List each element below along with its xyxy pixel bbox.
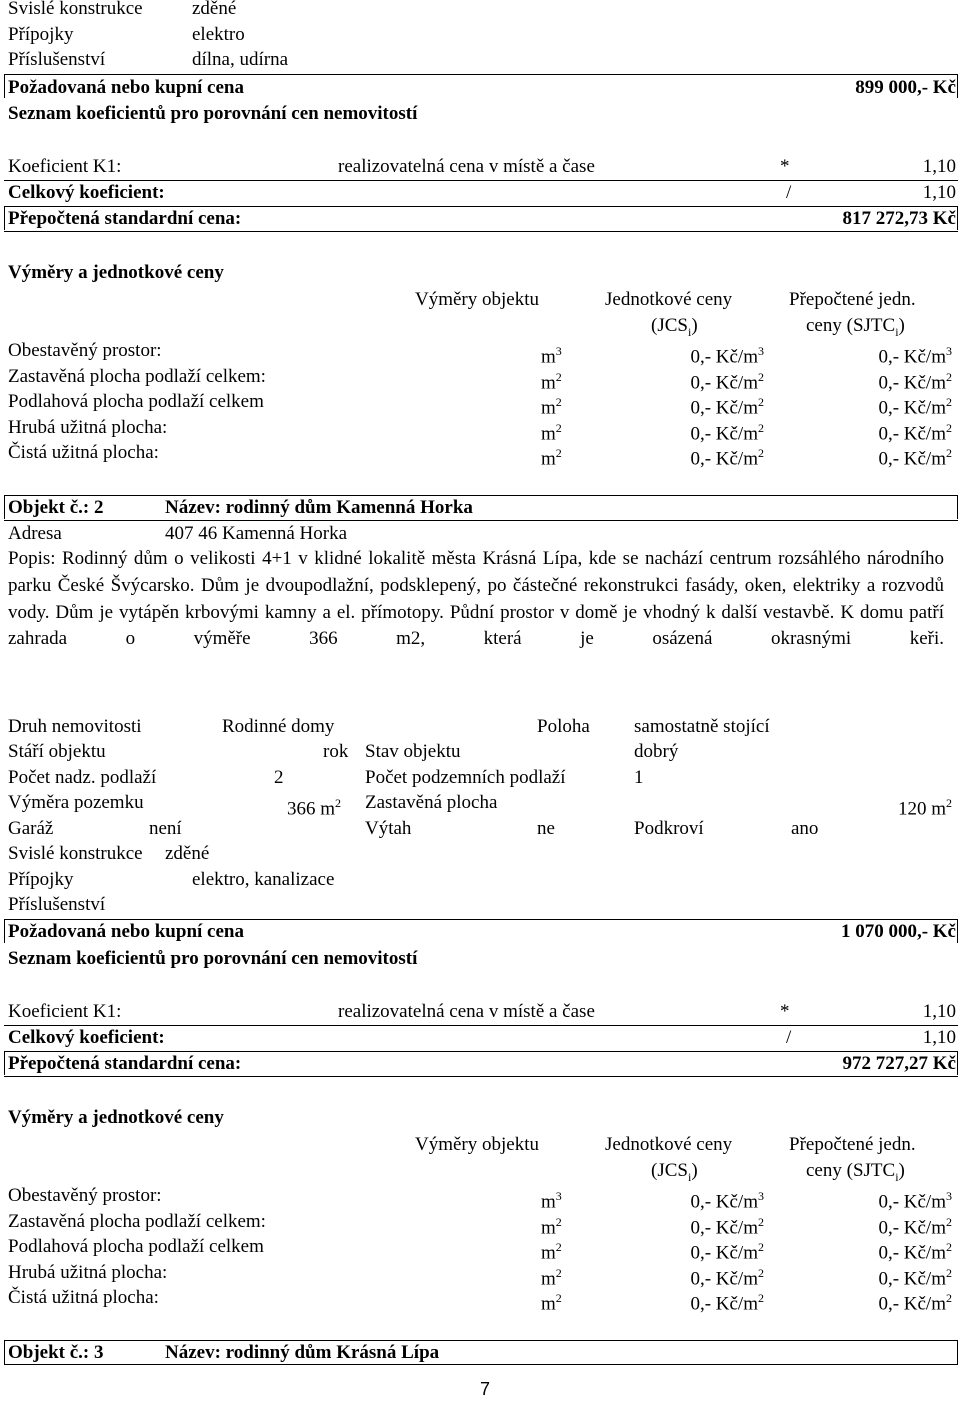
svisle-value: zděné bbox=[165, 843, 210, 864]
divider bbox=[4, 495, 5, 519]
podz-label: Počet podzemních podlaží bbox=[365, 767, 566, 788]
divider bbox=[4, 919, 958, 920]
garaz-label: Garáž bbox=[8, 818, 54, 839]
divider bbox=[4, 180, 958, 181]
podkrovi-value: ano bbox=[791, 818, 819, 839]
vymery-row-jcs: 0,- $Kč/m^2$ bbox=[690, 446, 764, 470]
objekt-name: Název: rodinný dům Krásná Lípa bbox=[165, 1342, 440, 1363]
price-label: Požadovaná nebo kupní cena bbox=[8, 77, 244, 98]
vymery-row-jcs: 0,- $Kč/m^2$ bbox=[690, 1240, 764, 1264]
pripojky-value: elektro bbox=[192, 24, 245, 45]
vymery-row-jcs: 0,- $Kč/m^3$ bbox=[690, 1189, 764, 1213]
druh-value: Rodinné domy bbox=[222, 716, 335, 737]
garaz-value: není bbox=[149, 818, 182, 839]
pozemek-value: 366 $m^2$ bbox=[287, 796, 342, 820]
vymery-row-sjtc: 0,- $Kč/m^2$ bbox=[878, 369, 952, 393]
divider bbox=[957, 919, 958, 943]
objekt-number: Objekt č.: 3 bbox=[8, 1342, 104, 1363]
vymery-row-sjtc: 0,- $Kč/m^3$ bbox=[878, 1189, 952, 1213]
druh-label: Druh nemovitosti bbox=[8, 716, 142, 737]
pozemek-label: Výměra pozemku bbox=[8, 792, 144, 813]
objekt-number: Objekt č.: 2 bbox=[8, 497, 104, 518]
vymery-row-label: Čistá užitná plocha: bbox=[8, 442, 159, 464]
poloha-label: Poloha bbox=[537, 716, 590, 737]
col-sjtc-sub: ceny $(SJTC_i)$ bbox=[806, 1160, 905, 1184]
pripojky-value: elektro, kanalizace bbox=[192, 869, 335, 890]
nadz-label: Počet nadz. podlaží bbox=[8, 767, 157, 788]
vymery-row-unit: $m^2$ bbox=[541, 369, 562, 393]
vymery-row-label: Hrubá užitná plocha: bbox=[8, 1261, 168, 1283]
divider bbox=[4, 206, 5, 230]
divider bbox=[4, 1051, 958, 1052]
adresa-value: 407 46 Kamenná Horka bbox=[165, 523, 348, 544]
vytah-label: Výtah bbox=[365, 818, 412, 839]
col-sjtc: Přepočtené jedn. bbox=[789, 289, 916, 310]
col-jcs-sub: $(JCS_i)$ bbox=[651, 1160, 698, 1184]
vymery-row-sjtc: 0,- $Kč/m^2$ bbox=[878, 420, 952, 445]
objekt-name: Název: rodinný dům Kamenná Horka bbox=[165, 497, 473, 518]
divider bbox=[4, 495, 958, 496]
total-coef-label: Celkový koeficient: bbox=[8, 1027, 165, 1048]
col-jcs-sub: $(JCS_i)$ bbox=[651, 315, 698, 339]
divider bbox=[957, 495, 958, 519]
k1-label: Koeficient K1: bbox=[8, 156, 122, 177]
divider bbox=[4, 231, 958, 232]
vymery-row-sjtc: 0,- $Kč/m^2$ bbox=[878, 446, 952, 470]
col-jcs: Jednotkové ceny bbox=[605, 1134, 733, 1155]
std-price-label: Přepočtená standardní cena: bbox=[8, 1053, 242, 1074]
prislusenstvi-value: dílna, udírna bbox=[192, 49, 289, 70]
svisle-label: Svislé konstrukce bbox=[8, 843, 143, 864]
vymery-row-unit: $m^2$ bbox=[541, 1240, 562, 1264]
divider bbox=[4, 1025, 958, 1026]
zast-value: 120 $m^2$ bbox=[897, 796, 952, 820]
std-price-value: 817 272,73 Kč bbox=[842, 208, 956, 229]
vymery-title: Výměry a jednotkové ceny bbox=[8, 1107, 224, 1128]
vymery-row-unit: $m^2$ bbox=[541, 395, 562, 419]
vymery-row-sjtc: 0,- $Kč/m^2$ bbox=[878, 1214, 952, 1238]
total-coef-op: / bbox=[786, 182, 792, 203]
vymery-row-jcs: 0,- $Kč/m^2$ bbox=[690, 1291, 764, 1315]
vymery-row-jcs: 0,- $Kč/m^2$ bbox=[690, 395, 764, 419]
price-value: 1 070 000,- Kč bbox=[840, 921, 956, 942]
k1-desc: realizovatelná cena v místě a čase bbox=[338, 1001, 595, 1022]
k1-op: * bbox=[780, 156, 790, 177]
pripojky-label: Přípojky bbox=[8, 24, 74, 45]
vymery-row-unit: $m^2$ bbox=[541, 420, 562, 445]
svisle-value: zděné bbox=[192, 0, 237, 19]
total-coef-value: 1,10 bbox=[922, 182, 956, 203]
k1-value: 1,10 bbox=[922, 1001, 956, 1022]
divider bbox=[4, 1340, 5, 1364]
nadz-value: 2 bbox=[274, 767, 284, 788]
prislusenstvi-label: Příslušenství bbox=[8, 894, 106, 915]
stav-label: Stav objektu bbox=[365, 741, 461, 762]
vymery-row-sjtc: 0,- $Kč/m^3$ bbox=[878, 344, 952, 368]
podz-value: 1 bbox=[634, 767, 644, 788]
divider bbox=[4, 1051, 5, 1075]
vymery-row-jcs: 0,- $Kč/m^2$ bbox=[690, 420, 764, 445]
divider bbox=[4, 1340, 958, 1341]
divider bbox=[4, 520, 958, 521]
vymery-row-sjtc: 0,- $Kč/m^2$ bbox=[878, 1291, 952, 1315]
adresa-label: Adresa bbox=[8, 523, 62, 544]
vymery-row-label: Podlahová plocha podlaží celkem bbox=[8, 1236, 264, 1258]
coef-title: Seznam koeficientů pro porovnání cen nemovitostí bbox=[8, 948, 418, 969]
k1-label: Koeficient K1: bbox=[8, 1001, 122, 1022]
popis: Popis: Rodinný dům o velikosti 4+1 v klidné lokalitě města Krásná Lípa, kde se nachází centrum rozsáhlého národního parku České Švýcarsko. Dům je dvoupodlažní, podsklepený, po částečné rekonstrukci fasády, oken, elektriky a rozvodů vody. Dům je vytápěn krbovými kamny a el. přímotopy. Půdní prostor v domě je vhodný k další vestavbě. K domu patří zahrada o výměře 366 m2, která je osázená okrasnými keři. bbox=[8, 548, 944, 650]
total-coef-label: Celkový koeficient: bbox=[8, 182, 165, 203]
k1-value: 1,10 bbox=[922, 156, 956, 177]
vymery-row-label: Hrubá užitná plocha: bbox=[8, 416, 168, 438]
vymery-row-label: Obestavěný prostor: bbox=[8, 340, 162, 361]
poloha-value: samostatně stojící bbox=[634, 716, 770, 737]
vymery-row-label: Čistá užitná plocha: bbox=[8, 1287, 159, 1309]
vymery-row-jcs: 0,- $Kč/m^3$ bbox=[690, 344, 764, 368]
divider bbox=[957, 1340, 958, 1364]
vymery-row-label: Obestavěný prostor: bbox=[8, 1185, 162, 1206]
divider bbox=[4, 1076, 958, 1077]
total-coef-op: / bbox=[786, 1027, 792, 1048]
svisle-label: Svislé konstrukce bbox=[8, 0, 143, 19]
pripojky-label: Přípojky bbox=[8, 869, 74, 890]
vymery-row-jcs: 0,- $Kč/m^2$ bbox=[690, 369, 764, 393]
vytah-value: ne bbox=[537, 818, 555, 839]
col-vymery: Výměry objektu bbox=[415, 289, 540, 310]
col-vymery: Výměry objektu bbox=[415, 1134, 540, 1155]
vymery-row-label: Zastavěná plocha podlaží celkem: bbox=[8, 365, 266, 387]
prislusenstvi-label: Příslušenství bbox=[8, 49, 106, 70]
stari-unit: rok bbox=[323, 741, 349, 762]
std-price-value: 972 727,27 Kč bbox=[842, 1053, 956, 1074]
page-number: 7 bbox=[480, 1379, 491, 1399]
vymery-row-unit: $m^2$ bbox=[541, 1265, 562, 1290]
divider bbox=[957, 1051, 958, 1075]
vymery-row-label: Zastavěná plocha podlaží celkem: bbox=[8, 1210, 266, 1232]
vymery-row-sjtc: 0,- $Kč/m^2$ bbox=[878, 1265, 952, 1290]
total-coef-value: 1,10 bbox=[922, 1027, 956, 1048]
price-label: Požadovaná nebo kupní cena bbox=[8, 921, 244, 942]
k1-op: * bbox=[780, 1001, 790, 1022]
divider bbox=[957, 74, 958, 98]
price-value: 899 000,- Kč bbox=[855, 77, 956, 98]
vymery-row-sjtc: 0,- $Kč/m^2$ bbox=[878, 395, 952, 419]
vymery-row-label: Podlahová plocha podlaží celkem bbox=[8, 391, 264, 413]
zast-label: Zastavěná plocha bbox=[365, 792, 498, 813]
col-sjtc-sub: ceny $(SJTC_i)$ bbox=[806, 315, 905, 339]
vymery-row-sjtc: 0,- $Kč/m^2$ bbox=[878, 1240, 952, 1264]
vymery-row-unit: $m^2$ bbox=[541, 1214, 562, 1238]
stav-value: dobrý bbox=[634, 741, 679, 762]
vymery-row-unit: $m^3$ bbox=[541, 1189, 562, 1213]
vymery-row-unit: $m^2$ bbox=[541, 1291, 562, 1315]
vymery-title: Výměry a jednotkové ceny bbox=[8, 262, 224, 283]
vymery-row-unit: $m^3$ bbox=[541, 344, 562, 368]
podkrovi-label: Podkroví bbox=[634, 818, 704, 839]
stari-label: Stáří objektu bbox=[8, 741, 106, 762]
vymery-row-jcs: 0,- $Kč/m^2$ bbox=[690, 1214, 764, 1238]
divider bbox=[4, 1364, 958, 1365]
divider bbox=[957, 206, 958, 230]
col-jcs: Jednotkové ceny bbox=[605, 289, 733, 310]
k1-desc: realizovatelná cena v místě a čase bbox=[338, 156, 595, 177]
vymery-row-jcs: 0,- $Kč/m^2$ bbox=[690, 1265, 764, 1290]
divider bbox=[4, 206, 958, 207]
divider bbox=[4, 74, 5, 98]
std-price-label: Přepočtená standardní cena: bbox=[8, 208, 242, 229]
col-sjtc: Přepočtené jedn. bbox=[789, 1134, 916, 1155]
divider bbox=[4, 919, 5, 943]
divider bbox=[4, 74, 958, 75]
vymery-row-unit: $m^2$ bbox=[541, 446, 562, 470]
coef-title: Seznam koeficientů pro porovnání cen nemovitostí bbox=[8, 103, 418, 124]
